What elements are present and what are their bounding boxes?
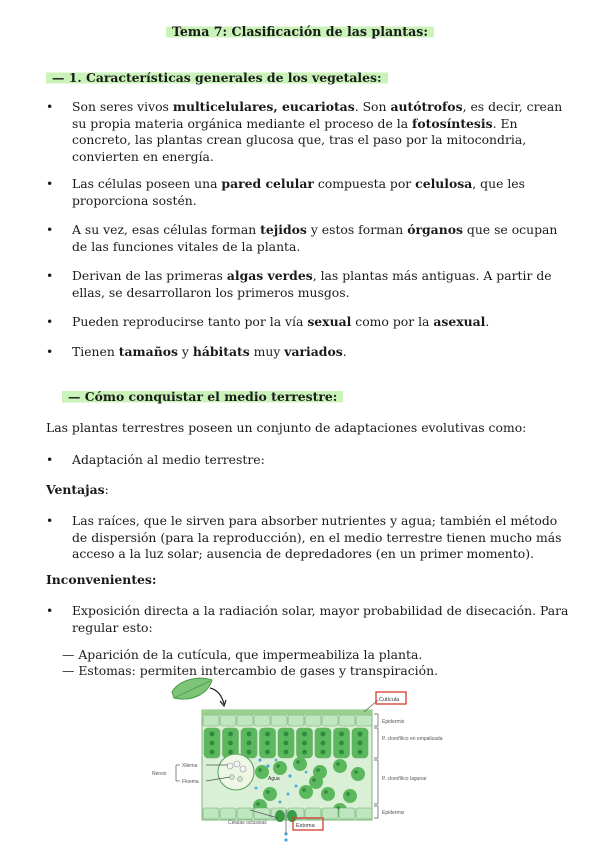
chloroplast [276, 764, 280, 768]
chloroplast [324, 790, 328, 794]
epidermis-cell [339, 808, 355, 819]
bullet-dot: • [46, 314, 54, 329]
chloroplast [312, 778, 316, 782]
chloroplast [316, 768, 320, 772]
chloroplast [247, 732, 252, 737]
spongy-cell [321, 787, 335, 801]
bold-term: asexual [433, 314, 486, 329]
chloroplast [339, 741, 344, 746]
spongy-cell [333, 759, 347, 773]
leaf-diagram [140, 676, 470, 846]
text-segment: muy [249, 344, 285, 359]
chloroplast [321, 750, 326, 755]
epidermis-cell [203, 808, 219, 819]
palisade-layer [204, 728, 368, 758]
characteristic-bullet [46, 314, 576, 331]
label-lagunar-l1: P. clorofílico lagunar [382, 776, 427, 782]
bullet-dot: • [46, 452, 54, 467]
spongy-cell [299, 785, 313, 799]
bullet-dot: • [46, 513, 54, 528]
epidermis-cell [305, 808, 321, 819]
characteristic-bullet [46, 99, 576, 165]
chloroplast [302, 750, 307, 755]
label-empalizada [382, 736, 443, 742]
spongy-cell [273, 761, 287, 775]
characteristic-bullet [46, 344, 576, 361]
bold-term: tejidos [260, 222, 307, 237]
text-segment: Derivan de las primeras [72, 268, 227, 283]
text-segment: y estos forman [306, 222, 408, 237]
dash-estomas: — Estomas: permiten intercambio de gases y transpiración. [62, 663, 439, 678]
text-segment: compuesta por [313, 176, 416, 191]
chloroplast [284, 732, 289, 737]
label-xilema: Xilema [182, 763, 198, 769]
epidermis-cell [322, 808, 338, 819]
epidermis-cell [237, 808, 253, 819]
bold-term: multicelulares, eucariotas [172, 99, 355, 114]
bold-term: hábitats [192, 344, 250, 359]
page-title: Tema 7: Clasificación de las plantas: [0, 24, 600, 39]
epidermis-cell [356, 715, 372, 726]
epidermis-cell [322, 715, 338, 726]
chloroplast [247, 741, 252, 746]
bullet-dot: • [46, 268, 54, 283]
chloroplast [358, 732, 363, 737]
bold-term: algas verdes [226, 268, 313, 283]
text-segment: A su vez, esas células forman [72, 222, 261, 237]
chloroplast [256, 802, 260, 806]
bold-term: celulosa [415, 176, 473, 191]
chloroplast [265, 750, 270, 755]
chloroplast [354, 770, 358, 774]
spongy-cell [343, 789, 357, 803]
label-estoma: Estoma [296, 823, 315, 829]
chloroplast [302, 741, 307, 746]
bullet-adaptacion-text: Adaptación al medio terrestre: [72, 452, 265, 467]
bold-term: fotosíntesis [412, 115, 493, 131]
text-segment: , es decir, crean su propia materia orgánica mediante el proceso de la [72, 99, 563, 131]
label-nervio: Nervio [152, 771, 167, 777]
bullet-adaptacion [46, 452, 576, 469]
spongy-cell [263, 787, 277, 801]
section-heading-caracteristicas: — 1. Características generales de los vegetales: [46, 70, 388, 85]
epidermis-cell [271, 715, 287, 726]
bullet-text [72, 268, 576, 301]
section-heading-medio-terrestre: — Cómo conquistar el medio terrestre: [62, 389, 343, 404]
vein-bundle [218, 754, 254, 790]
epidermis-cell [237, 715, 253, 726]
text-segment: y [177, 344, 193, 359]
chloroplast [284, 741, 289, 746]
chloroplast [210, 732, 215, 737]
chloroplast [302, 732, 307, 737]
text-segment: . Son [354, 99, 391, 114]
chloroplast [302, 788, 306, 792]
bold-term: pared celular [221, 176, 314, 191]
text-segment: Pueden reproducirse tanto por la vía [72, 314, 308, 329]
chloroplast [296, 760, 300, 764]
bullet-dot: • [46, 603, 54, 618]
bullet-dot: • [46, 222, 54, 237]
chloroplast [339, 750, 344, 755]
text-segment: como por la [351, 314, 434, 329]
chloroplast [358, 750, 363, 755]
inconvenientes-heading: Inconvenientes: [46, 572, 157, 587]
spongy-cell [351, 767, 365, 781]
chloroplast [346, 792, 350, 796]
bold-term: sexual [307, 314, 352, 329]
ventajas-heading: Ventajas: [46, 482, 109, 497]
bullet-text [72, 99, 576, 165]
bold-term: órganos [407, 222, 463, 237]
label-empalizada-l1: P. clorofílico en empalizada [382, 736, 443, 742]
leaf-icon [172, 678, 226, 706]
epidermis-cell [288, 715, 304, 726]
epidermis-cell [220, 808, 236, 819]
bullet-dot: • [46, 344, 54, 359]
characteristic-bullet [46, 222, 576, 255]
bold-term: variados [284, 344, 343, 359]
chloroplast [258, 768, 262, 772]
text-segment: Las células poseen una [72, 176, 222, 191]
text-segment: Tienen [72, 344, 119, 359]
cuticle-band [202, 710, 372, 715]
label-cuticula: Cutícula [379, 697, 400, 703]
bold-term: tamaños [118, 344, 178, 359]
label-epidermis-top: Epidermis [382, 719, 405, 725]
epidermis-cell [254, 715, 270, 726]
epidermis-cell [339, 715, 355, 726]
chloroplast [266, 790, 270, 794]
text-segment: , las plantas más antiguas. A partir de ellas, se desarrollaron los primeros musgos. [72, 268, 552, 300]
bullet-ventajas [46, 513, 576, 563]
spongy-cell [293, 757, 307, 771]
chloroplast [247, 750, 252, 755]
label-lagunar [382, 776, 427, 782]
chloroplast [321, 732, 326, 737]
chloroplast [358, 741, 363, 746]
chloroplast [284, 750, 289, 755]
bold-term: autótrofos [390, 99, 463, 114]
label-celulas: Células oclusivas [228, 820, 267, 826]
chloroplast [210, 741, 215, 746]
epidermis-cell [356, 808, 372, 819]
bullet-text [72, 314, 576, 331]
label-floema: Floema [182, 779, 199, 785]
chloroplast [336, 762, 340, 766]
chloroplast [228, 741, 233, 746]
chloroplast [265, 732, 270, 737]
bullet-inconvenientes-text: Exposición directa a la radiación solar, mayor probabilidad de disecación. Para regular esto: [72, 603, 569, 635]
text-segment: Son seres vivos [72, 99, 173, 114]
chloroplast [228, 750, 233, 755]
text-segment: . En concreto, las plantas crean glucosa que, tras el paso por la mitocondria, convierten en energía. [72, 115, 527, 164]
bullet-ventajas-text: Las raíces, que le sirven para absorber nutrientes y agua; también el método de dispersión (para la reproducción), en el medio terrestre tienen mucho más acceso a la luz solar; ausencia de depredadores (en un primer momento). [72, 513, 562, 561]
bullet-text [72, 222, 576, 255]
bullet-text [72, 176, 576, 209]
epidermis-cell [203, 715, 219, 726]
characteristic-bullet [46, 268, 576, 301]
epidermis-cell [305, 715, 321, 726]
characteristic-bullet [46, 176, 576, 209]
epidermis-cell [220, 715, 236, 726]
bullet-dot: • [46, 99, 54, 114]
text-segment: . [342, 344, 347, 359]
intro-text: Las plantas terrestres poseen un conjunto de adaptaciones evolutivas como: [46, 420, 527, 435]
chloroplast [321, 741, 326, 746]
label-agua: Agua [268, 776, 280, 782]
label-epidermis-bottom: Epidermis [382, 810, 405, 816]
text-segment: , que les proporciona sostén. [72, 176, 525, 208]
text-segment: que se ocupan de las funciones vitales de la planta. [72, 222, 558, 254]
chloroplast [228, 732, 233, 737]
bullet-text [72, 344, 576, 361]
dash-cuticula: — Aparición de la cutícula, que impermeabiliza la planta. [62, 647, 423, 662]
bullet-inconvenientes [46, 603, 576, 636]
spongy-cell [309, 775, 323, 789]
chloroplast [339, 732, 344, 737]
chloroplast [210, 750, 215, 755]
bullet-dot: • [46, 176, 54, 191]
chloroplast [265, 741, 270, 746]
text-segment: . [485, 314, 490, 329]
